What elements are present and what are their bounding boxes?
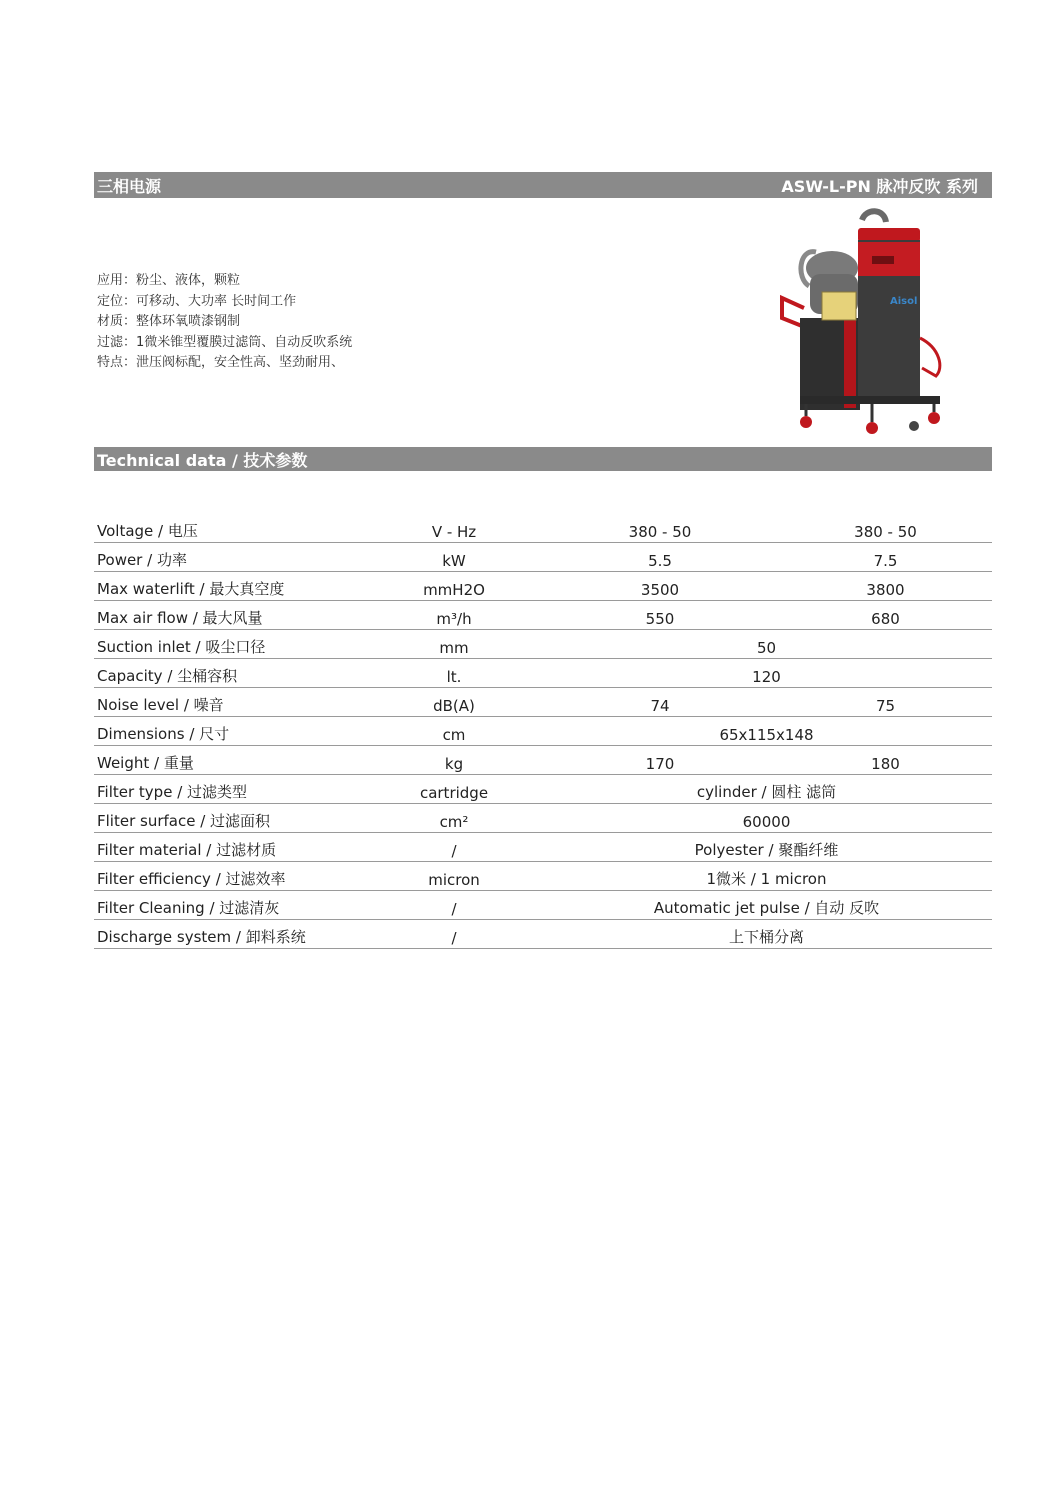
spec-value-model-1: 380 - 50	[541, 514, 779, 543]
spec-row	[94, 746, 992, 775]
header-left-title: 三相电源	[97, 176, 162, 196]
spec-unit: lt.	[367, 659, 541, 688]
spec-value-model-2: 380 - 50	[779, 514, 992, 543]
spec-row	[94, 717, 992, 746]
spec-value: Polyester / 聚酯纤维	[541, 833, 992, 862]
spec-value-model-2: 7.5	[779, 543, 992, 572]
spec-label: Filter Cleaning / 过滤清灰	[94, 891, 367, 920]
spec-unit: mm	[367, 630, 541, 659]
spec-value: Automatic jet pulse / 自动 反吹	[541, 891, 992, 920]
spec-value: 65x115x148	[541, 717, 992, 746]
spec-label: Filter material / 过滤材质	[94, 833, 367, 862]
spec-value-model-2: 680	[779, 601, 992, 630]
tank-lid	[858, 228, 920, 242]
spec-row	[94, 920, 992, 949]
spec-unit: /	[367, 891, 541, 920]
spec-row	[94, 891, 992, 920]
spec-label: Suction inlet / 吸尘口径	[94, 630, 367, 659]
control-box	[822, 292, 856, 320]
spec-label: Fliter surface / 过滤面积	[94, 804, 367, 833]
spec-label: Max air flow / 最大风量	[94, 601, 367, 630]
spec-value: 50	[541, 630, 992, 659]
spec-unit: mmH2O	[367, 572, 541, 601]
spec-value: 上下桶分离	[541, 920, 992, 949]
spec-row	[94, 543, 992, 572]
feature-item: 材质：整体环氧喷漆钢制	[97, 314, 241, 329]
spec-unit: cm²	[367, 804, 541, 833]
spec-label: Max waterlift / 最大真空度	[94, 572, 367, 601]
spec-value-model-2: 180	[779, 746, 992, 775]
header-right-title: ASW-L-PN 脉冲反吹 系列	[781, 176, 978, 196]
section-header-power	[94, 172, 992, 198]
spec-row	[94, 572, 992, 601]
spec-value: 60000	[541, 804, 992, 833]
feature-item: 定位：可移动、大功率 长时间工作	[97, 293, 297, 309]
feature-item: 应用：粉尘、液体，颗粒	[97, 273, 241, 288]
spec-unit: /	[367, 920, 541, 949]
spec-label: Dimensions / 尺寸	[94, 717, 367, 746]
feature-item: 过滤：1微米锥型覆膜过滤筒、自动反吹系统	[97, 334, 353, 350]
spec-label: Noise level / 噪音	[94, 688, 367, 717]
spec-row	[94, 688, 992, 717]
spec-unit: dB(A)	[367, 688, 541, 717]
spec-value: 120	[541, 659, 992, 688]
spec-unit: /	[367, 833, 541, 862]
feature-list	[97, 271, 352, 374]
spec-row	[94, 514, 992, 543]
feature-item: 特点：泄压阀标配，安全性高、坚劲耐用、	[97, 355, 345, 370]
spec-label: Filter efficiency / 过滤效率	[94, 862, 367, 891]
spec-value: 1微米 / 1 micron	[541, 862, 992, 891]
spec-value: cylinder / 圆柱 滤筒	[541, 775, 992, 804]
spec-value-model-1: 74	[541, 688, 779, 717]
spec-unit: cartridge	[367, 775, 541, 804]
spec-label: Weight / 重量	[94, 746, 367, 775]
spec-value-model-2: 3800	[779, 572, 992, 601]
spec-unit: micron	[367, 862, 541, 891]
spec-value-model-1: 5.5	[541, 543, 779, 572]
spec-table	[94, 514, 992, 949]
wheel	[800, 416, 812, 428]
brand-label: Aisol	[890, 296, 918, 307]
wheel	[866, 422, 878, 434]
spec-row	[94, 601, 992, 630]
spec-label: Capacity / 尘桶容积	[94, 659, 367, 688]
spec-row	[94, 833, 992, 862]
wheel	[909, 421, 919, 431]
spec-row	[94, 630, 992, 659]
technical-data-title: Technical data / 技术参数	[97, 450, 308, 470]
vacuum-cleaner-image	[774, 208, 949, 438]
spec-label: Power / 功率	[94, 543, 367, 572]
spec-row	[94, 775, 992, 804]
spec-unit: kg	[367, 746, 541, 775]
spec-value-model-2: 75	[779, 688, 992, 717]
spec-value-model-1: 170	[541, 746, 779, 775]
spec-unit: kW	[367, 543, 541, 572]
spec-unit: m³/h	[367, 601, 541, 630]
spec-row	[94, 804, 992, 833]
spec-label: Discharge system / 卸料系统	[94, 920, 367, 949]
spec-row	[94, 659, 992, 688]
spec-unit: cm	[367, 717, 541, 746]
spec-label: Voltage / 电压	[94, 514, 367, 543]
spec-value-model-1: 550	[541, 601, 779, 630]
wheel	[928, 412, 940, 424]
spec-unit: V - Hz	[367, 514, 541, 543]
spec-row	[94, 862, 992, 891]
spec-label: Filter type / 过滤类型	[94, 775, 367, 804]
spec-value-model-1: 3500	[541, 572, 779, 601]
section-header-technical	[94, 447, 992, 471]
